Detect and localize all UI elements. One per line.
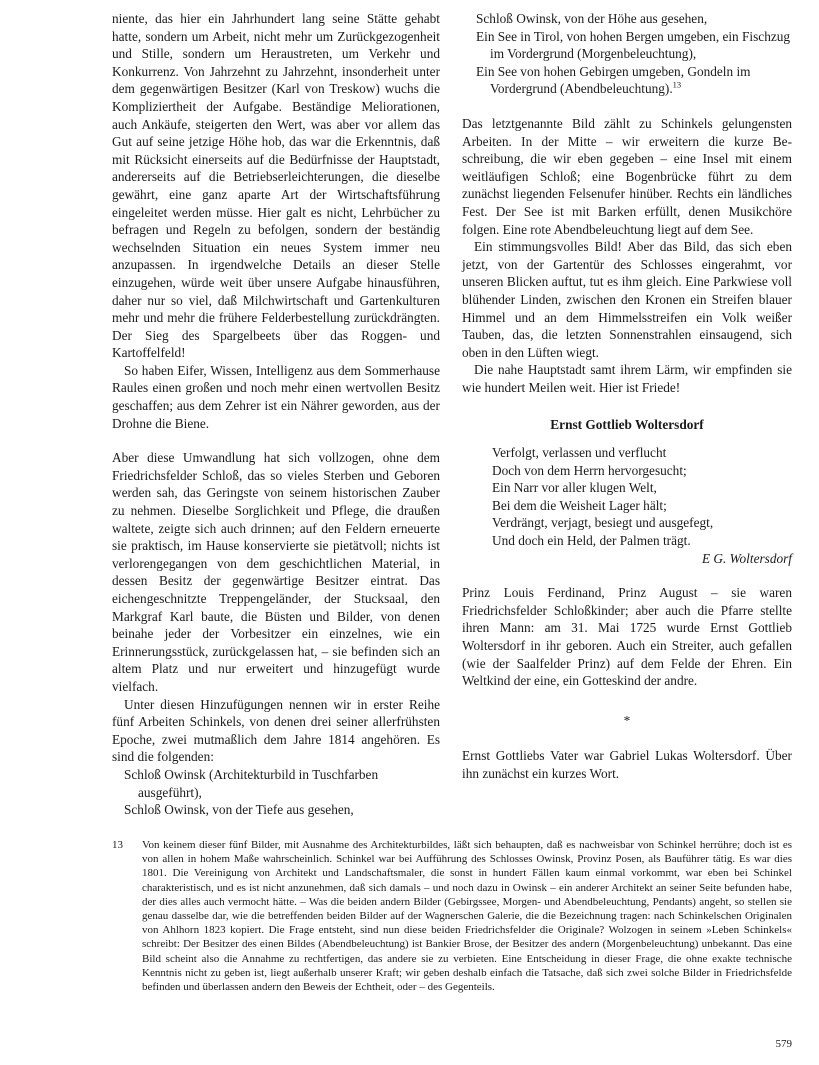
footnote-reference: 13 <box>672 79 682 90</box>
poem-line: Bei dem die Weisheit Lager hält; <box>492 497 667 513</box>
list-item-last <box>476 63 792 98</box>
section-separator: * <box>623 712 631 728</box>
body-paragraph: Das letztgenannte Bild zählt zu Schinkels gelungensten Arbeiten. In der Mitte – wir erweitern die kurze Beschreibung, die wir eben gegeben – eine Insel mit einem weitläufigen Schloß; eine Bogenbrücke führt zu dem zunächst liegenden Felsenufer hinüber. Rechts ein ländliches Fest. Der See ist mit Barken erfüllt, denen Musikchöre folgen. Eine rote Abendbeleuchtung liegt auf dem See. <box>462 115 792 237</box>
painting-list-continued <box>462 10 792 98</box>
body-paragraph: Die nahe Hauptstadt samt ihrem Lärm, wir empfinden sie wie hundert Meilen weit. Hier ist Friede! <box>462 362 792 395</box>
poem-line: Ein Narr vor aller klugen Welt, <box>492 480 657 496</box>
list-item: Ein See in Tirol, von hohen Bergen umgeben, ein Fischzug im Vordergrund (Morgenbeleuchtung), <box>476 28 791 62</box>
list-item: Schloß Owinsk (Architekturbild in Tuschfarben ausgeführt), <box>124 766 379 800</box>
list-item-text: Ein See von hohen Gebirgen umgeben, Gondeln im Vordergrund (Abendbeleuchtung). <box>476 63 751 97</box>
body-paragraph: niente, das hier ein Jahrhundert lang seine Stätte gehabt hatte, sondern um Arbeit, nicht mehr um Zurückgezogenheit und Stille, sondern um Heraustreten, um Verkehr und Konkurrenz. Von Jahrzehnt zu Jahrzehnt, insonderheit unter dem gegenwärtigen Besitzer (Karl von Treskow) wuchs die Kompliziertheit der Aufgabe. Beständige Meliorationen, auch Ankäufe, steigerten den Wert, was aber vor allem das Gut auf seine jetzige Höhe hob, das war die Erkenntnis, daß mit Rücksicht einerseits auf die Bedürfnisse der Hauptstadt, andererseits auf die Betriebserleichterungen, die dieselbe gewährt, eine ganz aparte Art der Wirtschaftsführung eingeleitet werden müsse. Hier galt es nicht, Lehrbücher zu befragen und Regeln zu befolgen, sondern der beständig wechselnden Situation ein neues System immer neu anzupassen. In irgendwelche Details an dieser Stelle einzugehen, würde weit über unsere Aufgabe hinausführen, daher nur so viel, daß Milchwirtschaft und Gartenkulturen mehr und mehr die frühere Felderbestellung zurückdrängten. Der Sieg des Spargelbeets über das Roggen- und Kartoffelfeld! <box>112 11 440 361</box>
page-number: 579 <box>775 1038 792 1050</box>
body-paragraph: Prinz Louis Ferdinand, Prinz August – sie waren Friedrichsfelder Schloßkinder; aber auch die Pfarre stellte ihren Mann: am 31. Mai 1725 wurde Ernst Gottlieb Woltersdorf in ihr geboren. Auch ein Streiter, auch gefallen (wie der Saalfelder Prinz) auf dem Felde der Ehren. Ein Weltkind der eine, ein Gotteskind der andre. <box>462 585 792 689</box>
right-column <box>462 10 792 783</box>
footnote-number: 13 <box>112 839 123 851</box>
painting-list <box>112 766 440 819</box>
left-column <box>112 10 440 819</box>
body-paragraph: Unter diesen Hinzufügungen nennen wir in erster Reihe fünf Arbeiten Schinkels, von denen drei seiner allerfrühsten Epoche, zwei mutmaßlich dem Jahre 1814 angehören. Es sind die folgenden: <box>112 696 440 765</box>
body-paragraph: So haben Eifer, Wissen, Intelligenz aus dem Sommerhause Raules einen großen und noch mehr einen wertvollen Besitz geschaffen; aus dem Zehrer ist ein Nährer geworden, aus der Drohne die Biene. <box>112 362 440 431</box>
poem <box>462 444 792 567</box>
list-item: Schloß Owinsk, von der Höhe aus gesehen, <box>476 11 708 26</box>
footnote-text: Von keinem dieser fünf Bilder, mit Ausnahme des Architekturbildes, läßt sich behaupten, daß es nachweisbar von Schinkel herrühre; doch ist es von allen in hohem Maße wahrscheinlich. Schinkel war bei Aufführung des Schlosses Owinsk, Provinz Posen, als Bauführer tätig. Es war dies 1801. Die Vereinigung von Architekt und Landschaftsmaler, die sonst in hundert Fällen kaum einmal vorkommt, war eben bei Schinkel charakteristisch, und es ist nicht anzunehmen, daß sich damals – und noch dazu in Owinsk – ein anderer Architekt an seiner Seite befunden habe, der dies alles auch vermocht hätte. – Was die beiden andern Bilder (Gebirgssee, Morgen- und Abendbeleuchtung, Pendants) angeht, so stellen sie genau dasselbe dar, wie die betreffenden beiden Bilder auf der Wagnerschen Galerie, die die Bezeichnung tragen: nach Schinkelschen Originalen von Ahlhorn 1823 kopiert. Die Frage entsteht, sind nun diese beiden Friedrichsfelder die Originale? Wolzogen in seinem »Leben Schinkels« schreibt: Der Besitzer des einen Bildes (Abendbeleuchtung) ist Bankier Brose, der Besitzer des andern (Morgenbeleuchtung) unbekannt. Das eine Bild scheint also die Annahme zu rechtfertigen, das andere sie zu verbieten. Eine Entscheidung in dieser Frage, die ohne exakte technische Kenntnis nicht zu geben ist, liegt außerhalb unserer Kraft; wir geben deshalb einfach die Tatsache, daß sich zwei solche Bilder in Friedrichsfelde befinden und überlassen andern den Beweis der Echtheit, oder – des Gegenteils. <box>142 839 792 994</box>
poem-author: E G. Woltersdorf <box>701 550 792 566</box>
poem-line: Doch von dem Herrn hervorgesucht; <box>492 462 687 478</box>
body-paragraph: Aber diese Umwandlung hat sich vollzogen, ohne dem Friedrichsfelder Schloß, das so vieles Sterben und Geboren werden sah, das Geringste von seinem historischen Zauber zu nehmen. Dieselbe Sorglichkeit und Pflege, die draußen waltete, zeigte sich auch drinnen; auf den Feldern erneuerte sie praktisch, im Hause konservierte sie pietätvoll; nichts ist verlorengegangen von dem geschichtlichen Material, in dessen Besitz der gegenwärtige Besitzer eintrat. Das eichengeschnitzte Treppengeländer, der Stucksaal, den Markgraf Karl baute, die Büsten und Bilder, von denen beinahe jeder der Vorbesitzer ein einzelnes, wie ein Erinnerungsstück, zurückgelassen hat, – sie befinden sich an altem Platz und nur erweitert und hinzugefügt wurde vielfach. <box>112 450 440 694</box>
poem-line: Und doch ein Held, der Palmen trägt. <box>492 533 691 549</box>
list-item: Schloß Owinsk, von der Tiefe aus gesehen, <box>124 802 354 818</box>
body-paragraph: Ein stimmungsvolles Bild! Aber das Bild, das sich eben jetzt, von der Gartentür des Schlosses eingerahmt, vor unseren Blicken auftut, tut es ihm gleich. Eine Parkwiese voll blühender Linden, zwischen den Kronen ein Streifen blauer Himmel und an dem Himmelsstreifen ein Volk weißer Tauben, das, die letzten Sonnenstrahlen einsaugend, sich oben in den Lüften wiegt. <box>462 239 792 360</box>
section-heading: Ernst Gottlieb Woltersdorf <box>550 417 704 433</box>
closing-paragraph: Ernst Gottliebs Vater war Gabriel Lukas Woltersdorf. Über ihn zunächst ein kurzes Wort. <box>462 748 792 781</box>
poem-line: Verdrängt, verjagt, besiegt und ausgefegt, <box>492 515 714 531</box>
poem-line: Verfolgt, verlassen und verflucht <box>492 445 667 461</box>
footnote <box>112 838 792 994</box>
